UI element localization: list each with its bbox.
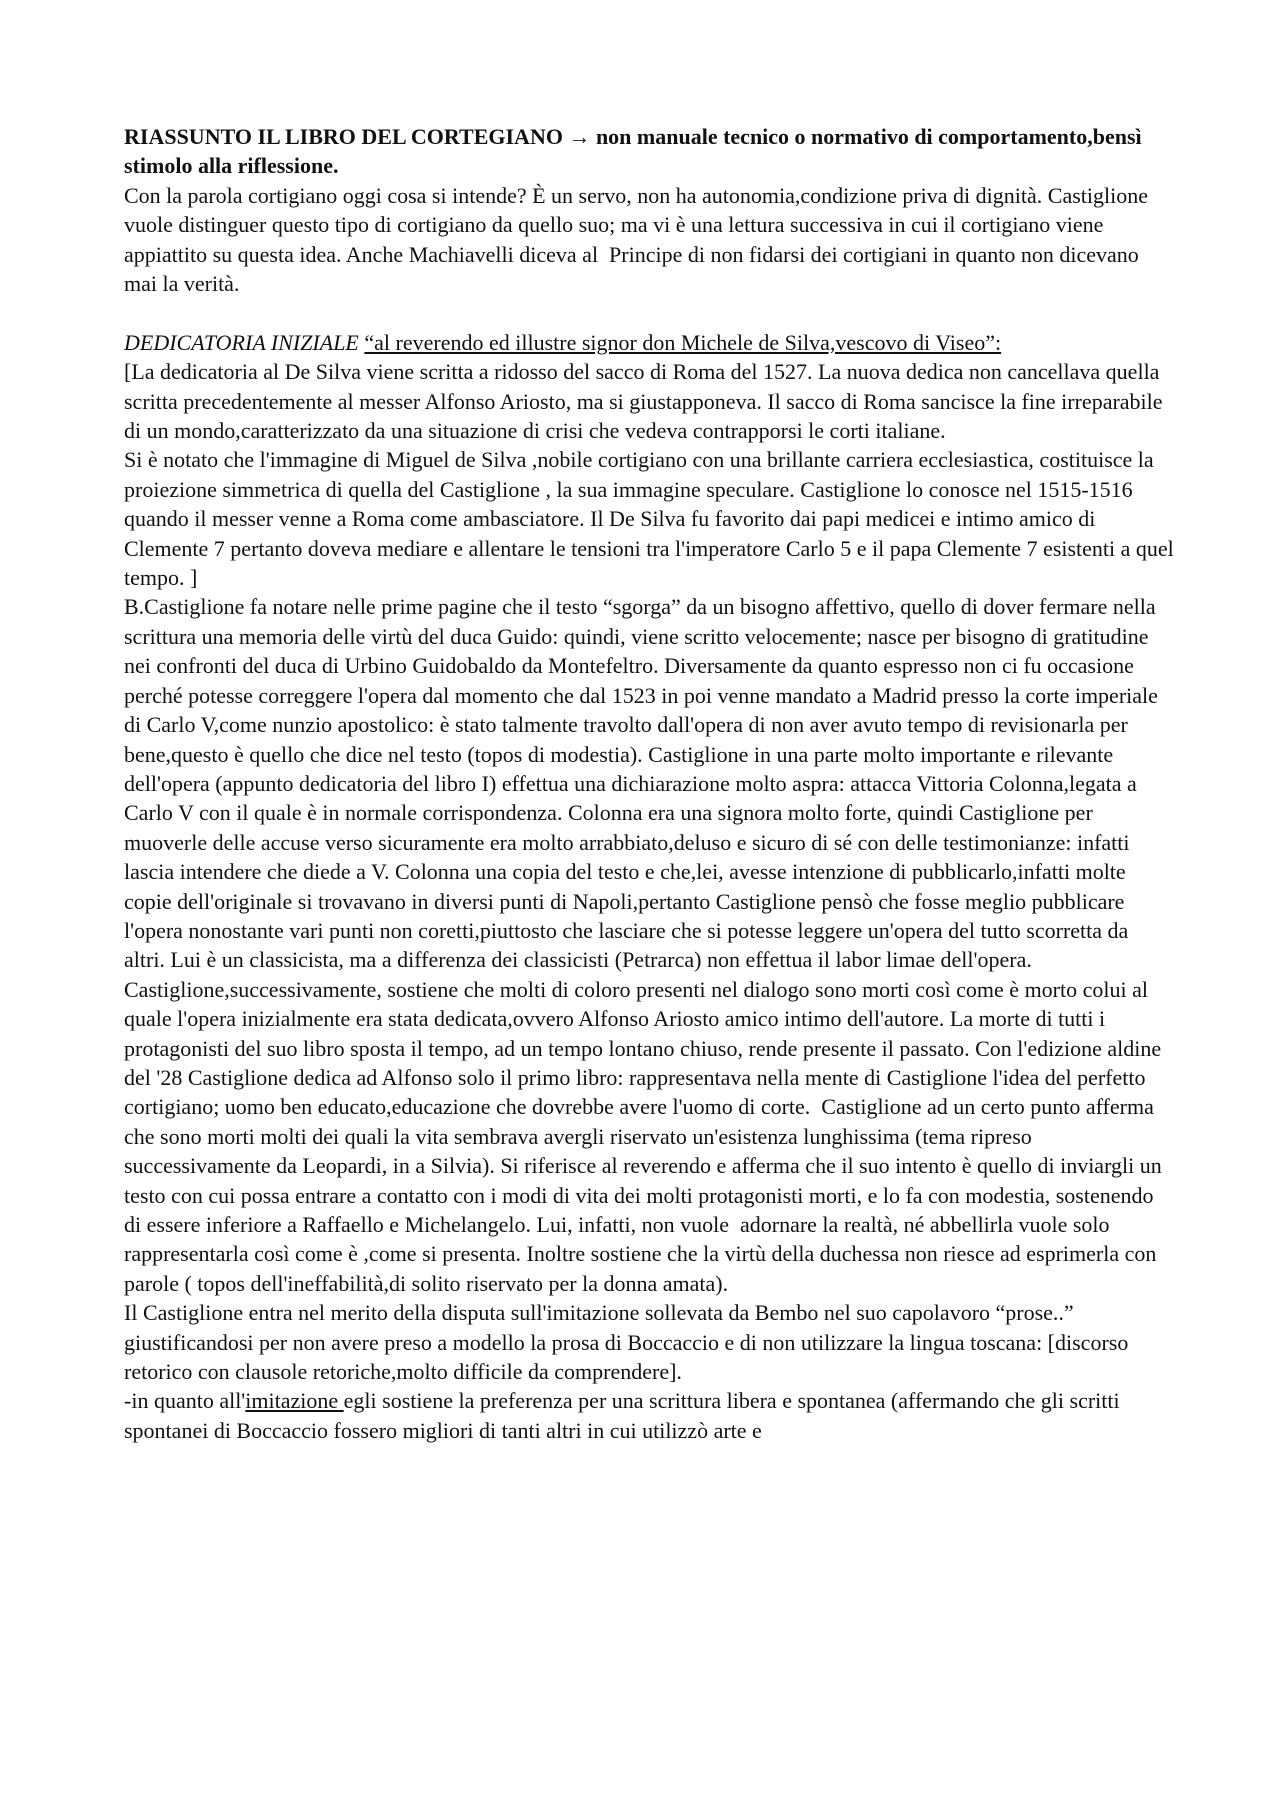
paragraph-disputa-imitazione: Il Castiglione entra nel merito della disputa sull'imitazione sollevata da Bembo nel suo capolavoro “prose..” giustificandosi per non avere preso a modello la prosa di Boccaccio e di non utilizzare la lingua toscana: [discorso retorico con clausole retoriche,molto difficile da comprendere]. <box>124 1300 1134 1385</box>
imitazione-word: imitazione <box>245 1388 344 1414</box>
imitazione-rest: egli sostiene la preferenza per una scrittura libera e spontanea (affermando che gli scritti spontanei di Boccaccio fossero migliori di tanti altri in cui utilizzò arte e <box>124 1388 1126 1443</box>
paragraph-miguel-de-silva: Si è notato che l'immagine di Miguel de Silva ,nobile cortigiano con una brillante carriera ecclesiastica, costituisce la proiezione simmetrica di quella del Castiglione , la sua immagine speculare. Castiglione lo conosce nel 1515-1516 quando il messer venne a Roma come ambasciatore. Il De Silva fu favorito dai papi medicei e intimo amico di Clemente 7 pertanto doveva mediare e allentare le tensioni tra l'imperatore Carlo 5 e il papa Clemente 7 esistenti a quel tempo. ] <box>124 447 1180 591</box>
imitazione-prefix: -in quanto all' <box>124 1388 246 1414</box>
blank-line <box>124 298 1174 327</box>
paragraph-sacco-di-roma: [La dedicatoria al De Silva viene scritta a ridosso del sacco di Roma del 1527. La nuova dedica non cancellava quella scritta precedentemente al messer Alfonso Ariosto, ma si giustapponeva. Il sacco di Roma sancisce la fine irreparabile di un mondo,caratterizzato da una situazione di crisi che vedeva contrapporsi le corti italiane. <box>124 359 1169 444</box>
dedication-line <box>124 328 1174 357</box>
intro-paragraph: Con la parola cortigiano oggi cosa si intende? È un servo, non ha autonomia,condizione priva di dignità. Castiglione vuole distinguer questo tipo di cortigiano da quello suo; ma vi è una lettura successiva in cui il cortigiano viene appiattito su questa idea. Anche Machiavelli diceva al Principe di non fidarsi dei cortigiani in quanto non dicevano mai la verità. <box>124 182 1154 297</box>
dedication-heading: DEDICATORIA INIZIALE <box>124 329 359 355</box>
paragraph-castiglione-testo: B.Castiglione fa notare nelle prime pagine che il testo “sgorga” da un bisogno affettivo, quello di dover fermare nella scrittura una memoria delle virtù del duca Guido: quindi, viene scritto velocemente; nasce per bisogno di gratitudine nei confronti del duca di Urbino Guidobaldo da Montefeltro. Diversamente da quanto espresso non ci fu occasione perché potesse correggere l'opera dal momento che dal 1523 in poi venne mandato a Madrid presso la corte imperiale di Carlo V,come nunzio apostolico: è stato talmente travolto dall'opera di non aver avuto tempo di revisionarla per bene,questo è quello che dice nel testo (topos di modestia). Castiglione in una parte molto importante e rilevante dell'opera (appunto dedicatoria del libro I) effettua una dichiarazione molto aspra: attacca Vittoria Colonna,legata a Carlo V con il quale è in normale corrispondenza. Colonna era una signora molto forte, quindi Castiglione per muoverle delle accuse verso sicuramente era molto arrabbiato,deluso e sicuro di sé con delle testimonianze: infatti lascia intendere che diede a V. Colonna una copia del testo e che,lei, avesse intenzione di pubblicarlo,infatti molte copie dell'originale si trovavano in diversi punti di Napoli,pertanto Castiglione pensò che fosse meglio pubblicare l'opera nonostante vari punti non coretti,piuttosto che lasciare che si potesse leggere un'opera del tutto scorretta da altri. Lui è un classicista, ma a differenza dei classicisti (Petrarca) non effettua il labor limae dell'opera. <box>124 594 1164 973</box>
paragraph-imitazione <box>124 1386 1174 1445</box>
paragraph-protagonisti-morti: Castiglione,successivamente, sostiene che molti di coloro presenti nel dialogo sono morti così come è morto colui al quale l'opera inizialmente era stata dedicata,ovvero Alfonso Ariosto amico intimo dell'autore. La morte di tutti i protagonisti del suo libro sposta il tempo, ad un tempo lontano chiuso, rende presente il passato. Con l'edizione aldine del '28 Castiglione dedica ad Alfonso solo il primo libro: rappresentava nella mente di Castiglione l'idea del perfetto cortigiano; uomo ben educato,educazione che dovrebbe avere l'uomo di corte. Castiglione ad un certo punto afferma che sono morti molti dei quali la vita sembrava avergli riservato un'esistenza lunghissima (tema ripreso successivamente da Leopardi, in a Silvia). Si riferisce al reverendo e afferma che il suo intento è quello di inviargli un testo con cui possa entrare a contatto con i modi di vita dei molti protagonisti morti, e lo fa con modestia, sostenendo di essere inferiore a Raffaello e Michelangelo. Lui, infatti, non vuole adornare la realtà, né abbellirla vuole solo rappresentarla così come è ,come si presenta. Inoltre sostiene che la virtù della duchessa non riesce ad esprimerla con parole ( topos dell'ineffabilità,di solito riservato per la donna amata). <box>124 976 1168 1296</box>
dedication-quote: “al reverendo ed illustre signor don Michele de Silva,vescovo di Viseo”: <box>364 329 1002 355</box>
document-page <box>124 122 1180 1445</box>
document-title: RIASSUNTO IL LIBRO DEL CORTEGIANO → non manuale tecnico o normativo di comportamento,bensì stimolo alla riflessione. <box>124 124 1142 179</box>
